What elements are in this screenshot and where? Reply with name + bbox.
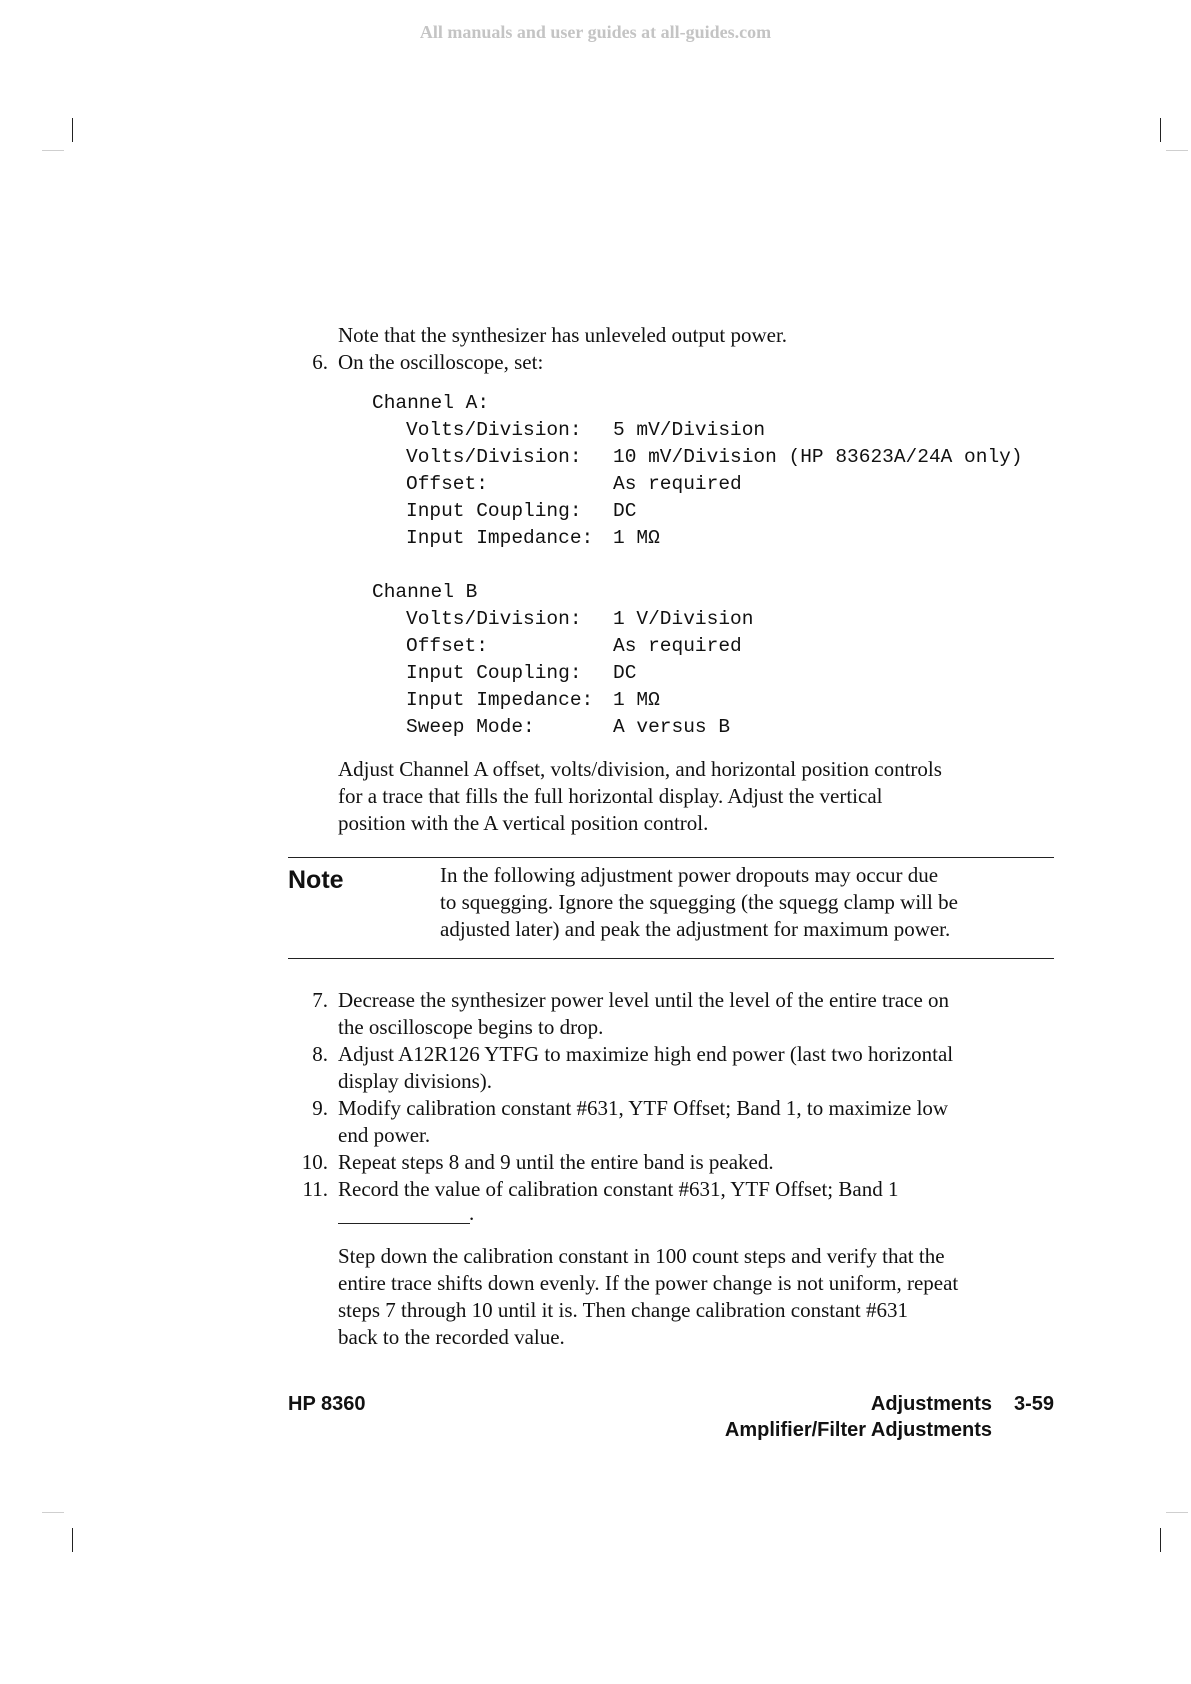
paragraph-line: entire trace shifts down evenly. If the power change is not uniform, repeat xyxy=(338,1271,959,1295)
channel-b-value: DC xyxy=(613,662,637,684)
crop-mark-top-right xyxy=(1160,118,1161,142)
crop-mark-top-left xyxy=(72,118,73,142)
step-line: Modify calibration constant #631, YTF Offset; Band 1, to maximize low xyxy=(338,1096,949,1120)
channel-b-value: 1 MΩ xyxy=(613,689,660,711)
channel-b-label: Input Impedance: xyxy=(406,689,594,711)
step-line: Record the value of calibration constant #631, YTF Offset; Band 1 xyxy=(338,1177,899,1201)
crop-mark-bottom-right-h xyxy=(1166,1512,1188,1513)
note-line: adjusted later) and peak the adjustment for maximum power. xyxy=(440,917,951,941)
step-line: Decrease the synthesizer power level until the level of the entire trace on xyxy=(338,988,950,1012)
note-line: In the following adjustment power dropouts may occur due xyxy=(440,863,939,887)
channel-a-value: As required xyxy=(613,473,742,495)
channel-a-value: 10 mV/Division (HP 83623A/24A only) xyxy=(613,446,1023,468)
step-number: 6. xyxy=(312,350,328,374)
footer-model: HP 8360 xyxy=(288,1393,366,1415)
step-text: On the oscilloscope, set: xyxy=(338,350,544,374)
channel-a-label: Offset: xyxy=(406,473,488,495)
channel-b-value: A versus B xyxy=(613,716,731,738)
note-bottom-rule xyxy=(288,958,1054,959)
note-top-rule xyxy=(288,857,1054,858)
crop-mark-top-right-h xyxy=(1166,150,1188,151)
channel-a-label: Input Impedance: xyxy=(406,527,594,549)
step-number: 7. xyxy=(312,988,328,1012)
paragraph-line: position with the A vertical position control. xyxy=(338,811,709,835)
channel-b-heading: Channel B xyxy=(372,581,478,603)
footer-subsection: Amplifier/Filter Adjustments xyxy=(724,1419,992,1441)
channel-b-value: 1 V/Division xyxy=(613,608,754,630)
record-blank-period: . xyxy=(469,1201,475,1225)
step-number: 11. xyxy=(302,1177,328,1201)
channel-a-label: Input Coupling: xyxy=(406,500,582,522)
watermark: All manuals and user guides at all-guides.com xyxy=(419,22,772,42)
channel-b-label: Offset: xyxy=(406,635,488,657)
paragraph-line: for a trace that fills the full horizontal display. Adjust the vertical xyxy=(338,784,883,808)
channel-a-value: 5 mV/Division xyxy=(613,419,766,441)
crop-mark-top-left-h xyxy=(42,150,64,151)
footer-section: Adjustments xyxy=(870,1393,992,1415)
crop-mark-bottom-right xyxy=(1160,1528,1161,1552)
channel-a-heading: Channel A: xyxy=(372,392,490,414)
channel-a-label: Volts/Division: xyxy=(406,419,582,441)
footer-page-number: 3-59 xyxy=(1013,1393,1054,1415)
channel-b-value: As required xyxy=(613,635,742,657)
channel-b-label: Sweep Mode: xyxy=(406,716,535,738)
channel-a-value: 1 MΩ xyxy=(613,527,660,549)
note-line: to squegging. Ignore the squegging (the squegg clamp will be xyxy=(440,890,958,914)
paragraph-line: Step down the calibration constant in 100 count steps and verify that the xyxy=(338,1244,945,1268)
channel-b-label: Volts/Division: xyxy=(406,608,582,630)
channel-b-label: Input Coupling: xyxy=(406,662,582,684)
note-label: Note xyxy=(288,866,344,894)
step-number: 10. xyxy=(301,1150,328,1174)
paragraph-line: back to the recorded value. xyxy=(338,1325,565,1349)
step-line: Repeat steps 8 and 9 until the entire band is peaked. xyxy=(338,1150,774,1174)
crop-mark-bottom-left-h xyxy=(42,1512,64,1513)
paragraph-line: steps 7 through 10 until it is. Then change calibration constant #631 xyxy=(338,1298,909,1322)
paragraph-line: Adjust Channel A offset, volts/division, and horizontal position controls xyxy=(338,757,942,781)
channel-a-label: Volts/Division: xyxy=(406,446,582,468)
intro-text: Note that the synthesizer has unleveled output power. xyxy=(338,323,788,347)
step-number: 9. xyxy=(312,1096,328,1120)
crop-mark-bottom-left xyxy=(72,1528,73,1552)
step-line: the oscilloscope begins to drop. xyxy=(338,1015,604,1039)
step-line: end power. xyxy=(338,1123,431,1147)
step-line: Adjust A12R126 YTFG to maximize high end power (last two horizontal xyxy=(338,1042,954,1066)
record-blank-line xyxy=(338,1223,470,1224)
step-line: display divisions). xyxy=(338,1069,493,1093)
step-number: 8. xyxy=(312,1042,328,1066)
channel-a-value: DC xyxy=(613,500,637,522)
